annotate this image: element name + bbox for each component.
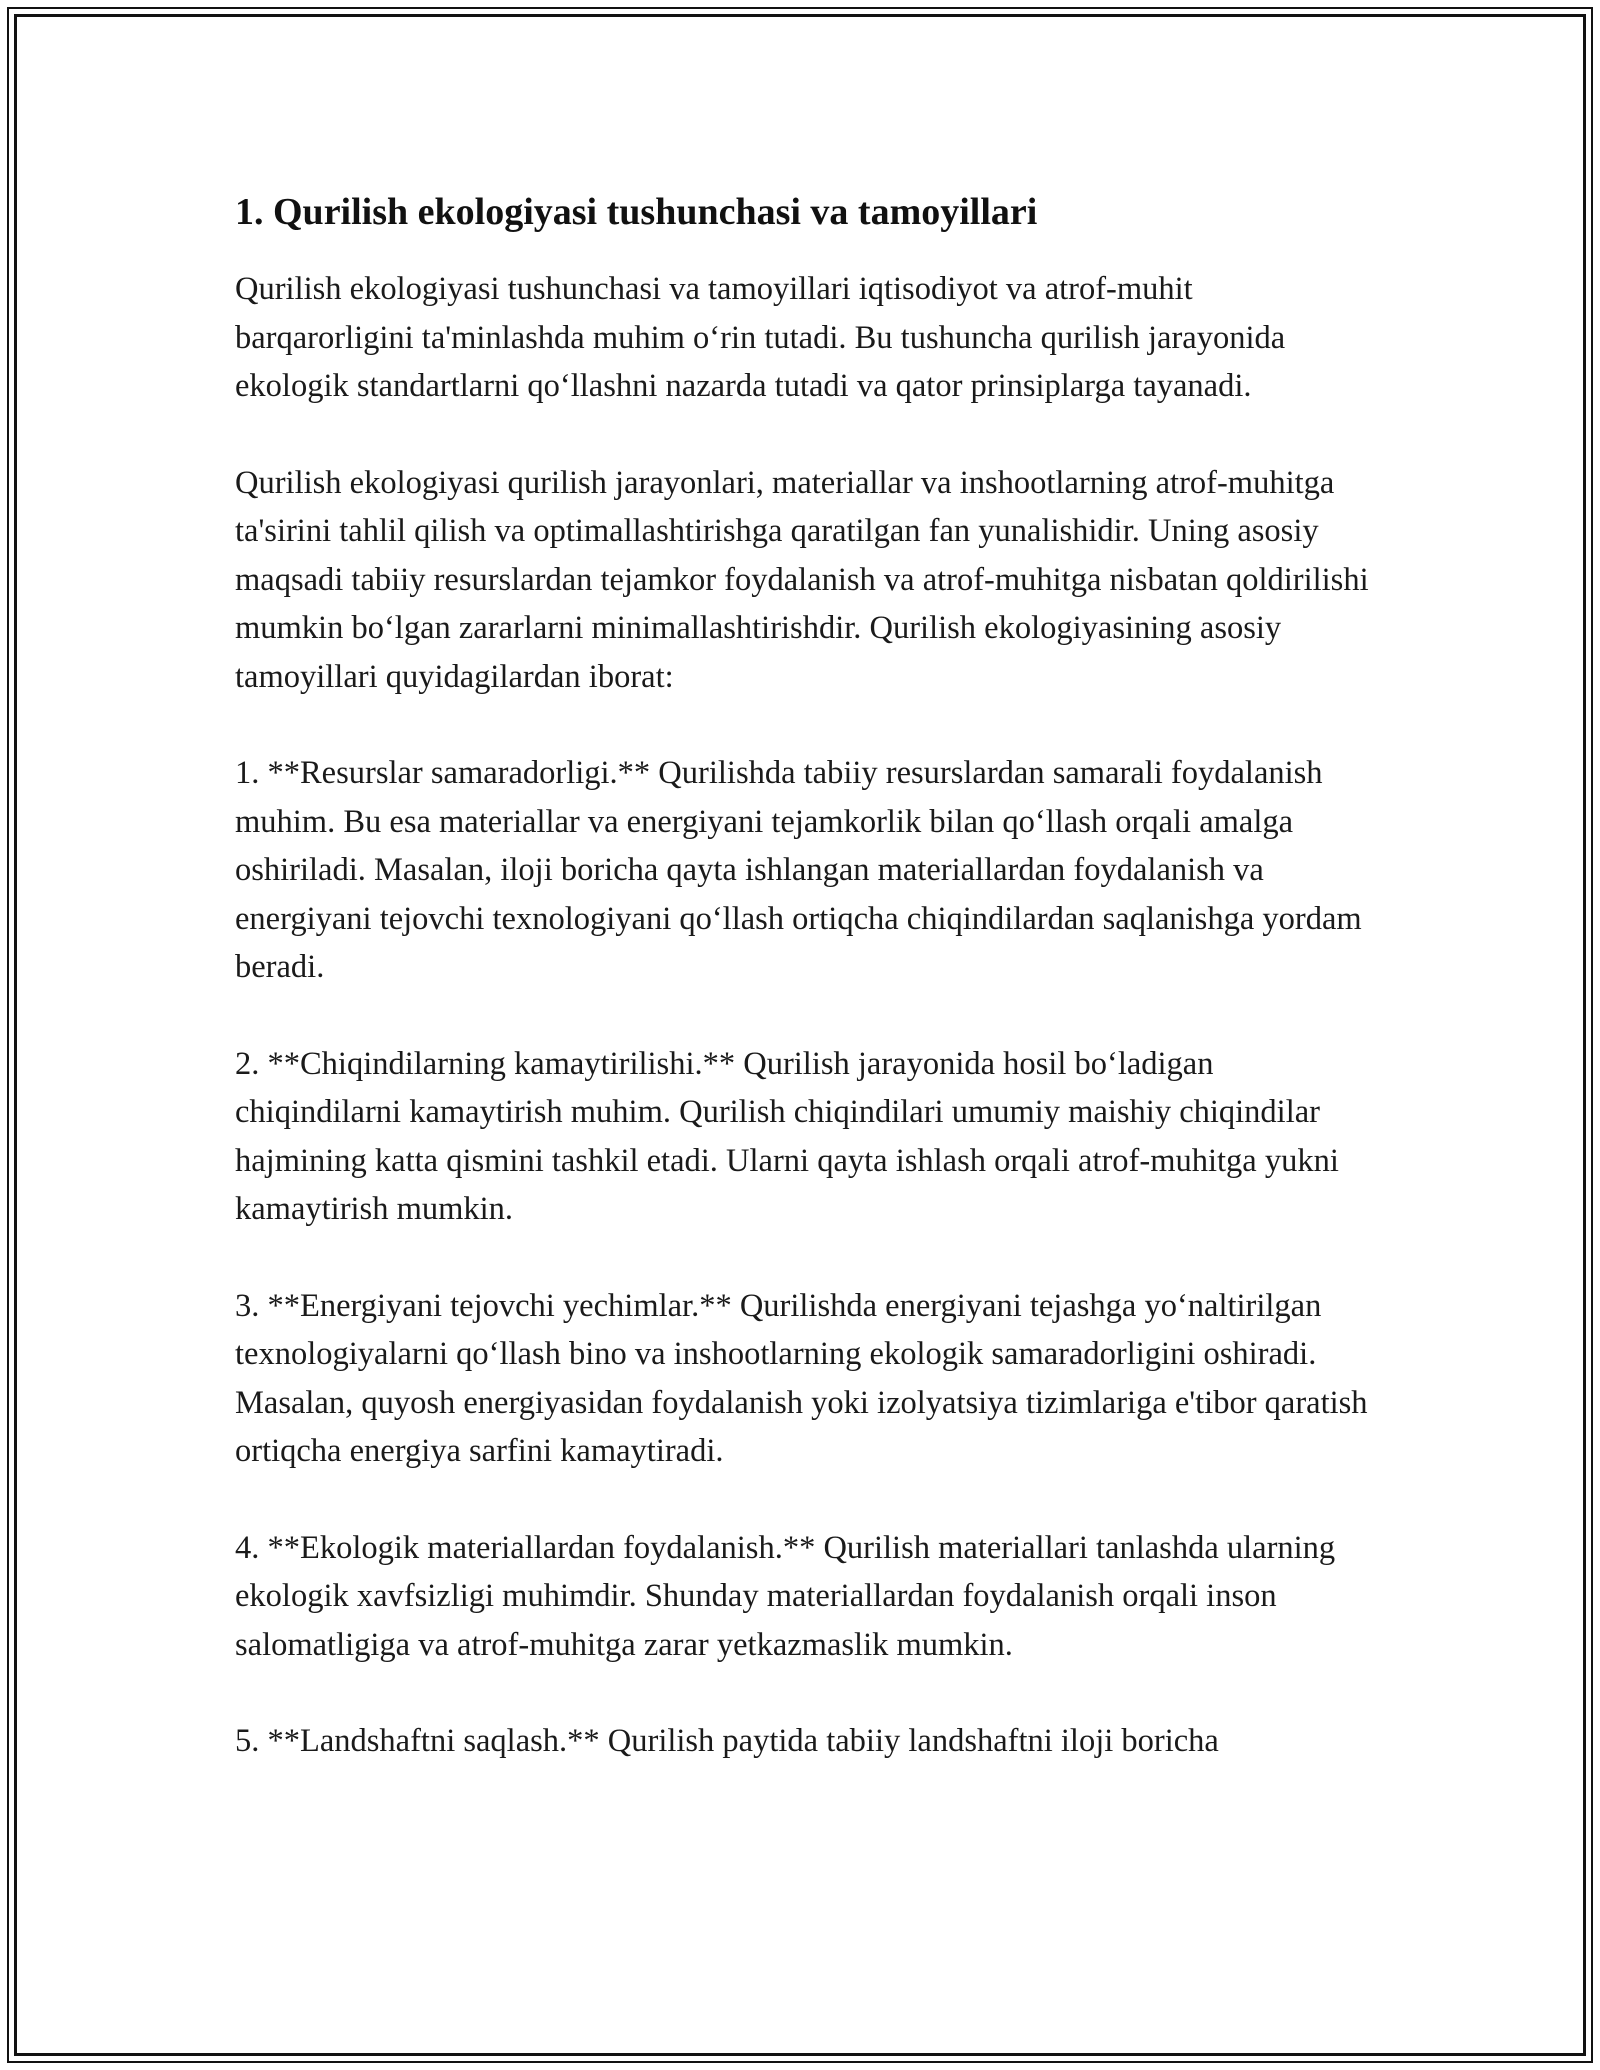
- list-item-waste-reduction: 2. **Chiqindilarning kamaytirilishi.** Qurilish jarayonida hosil bo‘ladigan chiqindilarni kamaytirish muhim. Qurilish chiqindilari umumiy maishiy chiqindilar hajmining katta qismini tashkil etadi. Ularni qayta ishlash orqali atrof-muhitga yukni kamaytirish mumkin.: [235, 1045, 1339, 1227]
- list-item-energy-saving: 3. **Energiyani tejovchi yechimlar.** Qurilishda energiyani tejashga yo‘naltirilgan texnologiyalarni qo‘llash bino va inshootlarning ekologik samaradorligini oshiradi. Masalan, quyosh energiyasidan foydalanish yoki izolyatsiya tizimlariga e'tibor qaratish ortiqcha energiya sarfini kamaytiradi.: [235, 1287, 1368, 1469]
- paragraph-definition: Qurilish ekologiyasi qurilish jarayonlari, materiallar va inshootlarning atrof-muhitga ta'sirini tahlil qilish va optimallashtirishga qaratilgan fan yunalishidir. Uning asosiy maqsadi tabiiy resurslardan tejamkor foydalanish va atrof-muhitga nisbatan qoldirilishi mumkin bo‘lgan zararlarni minimallashtirishdir. Qurilish ekologiyasining asosiy tamoyillari quyidagilardan iborat:: [235, 464, 1369, 695]
- section-heading: 1. Qurilish ekologiyasi tushunchasi va tamoyillari: [235, 191, 1038, 233]
- list-item-landscape: 5. **Landshaftni saqlash.** Qurilish paytida tabiiy landshaftni iloji boricha: [235, 1723, 1219, 1759]
- document-body: [235, 188, 1375, 1814]
- list-item-eco-materials: 4. **Ekologik materiallardan foydalanish.** Qurilish materiallari tanlashda ularning ekologik xavfsizligi muhimdir. Shunday materiallardan foydalanish orqali inson salomatligiga va atrof-muhitga zarar yetkazmaslik mumkin.: [235, 1529, 1336, 1663]
- paragraph-intro: Qurilish ekologiyasi tushunchasi va tamoyillari iqtisodiyot va atrof-muhit barqarorligini ta'minlashda muhim o‘rin tutadi. Bu tushuncha qurilish jarayonida ekologik standartlarni qo‘llashni nazarda tutadi va qator prinsiplarga tayanadi.: [235, 271, 1286, 404]
- list-item-resource-efficiency: 1. **Resurslar samaradorligi.** Qurilishda tabiiy resurslardan samarali foydalanish muhim. Bu esa materiallar va energiyani tejamkorlik bilan qo‘llash orqali amalga oshiriladi. Masalan, iloji boricha qayta ishlangan materiallardan foydalanish va energiyani tejovchi texnologiyani qo‘llash ortiqcha chiqindilardan saqlanishga yordam beradi.: [235, 755, 1362, 985]
